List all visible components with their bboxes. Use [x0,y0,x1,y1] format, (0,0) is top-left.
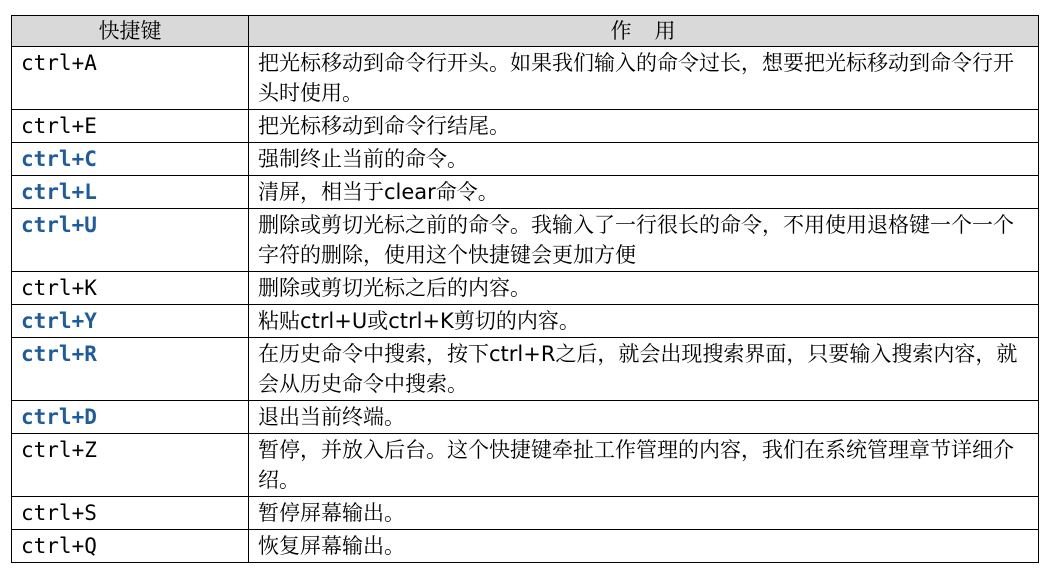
shortcut-desc: 粘贴ctrl+U或ctrl+K剪切的内容。 [249,305,1039,338]
shortcut-desc: 删除或剪切光标之前的命令。我输入了一行很长的命令，不用使用退格键一个一个字符的删除，使用这个快捷键会更加方便 [249,209,1039,272]
shortcut-desc: 清屏，相当于clear命令。 [249,176,1039,209]
header-key: 快捷键 [12,16,249,47]
table-row [12,176,1039,209]
shortcut-key: ctrl+U [12,209,249,272]
shortcut-key: ctrl+C [12,143,249,176]
table-row [12,401,1039,434]
table-row [12,305,1039,338]
shortcut-desc: 恢复屏幕输出。 [249,530,1039,563]
table-row [12,209,1039,272]
table-row [12,434,1039,497]
shortcut-desc: 在历史命令中搜索，按下ctrl+R之后，就会出现搜索界面，只要输入搜索内容，就会从历史命令中搜索。 [249,338,1039,401]
table-row [12,497,1039,530]
table-row [12,143,1039,176]
shortcut-key: ctrl+Z [12,434,249,497]
shortcut-key: ctrl+A [12,47,249,110]
shortcut-desc: 暂停屏幕输出。 [249,497,1039,530]
table-row [12,530,1039,563]
shortcut-key: ctrl+E [12,110,249,143]
shortcut-key: ctrl+Y [12,305,249,338]
shortcut-table [11,15,1039,563]
shortcut-desc: 把光标移动到命令行开头。如果我们输入的命令过长，想要把光标移动到命令行开头时使用。 [249,47,1039,110]
shortcut-key: ctrl+R [12,338,249,401]
table-header-row [12,16,1039,47]
shortcut-desc: 强制终止当前的命令。 [249,143,1039,176]
shortcut-key: ctrl+D [12,401,249,434]
shortcut-key: ctrl+K [12,272,249,305]
shortcut-desc: 把光标移动到命令行结尾。 [249,110,1039,143]
shortcut-desc: 删除或剪切光标之后的内容。 [249,272,1039,305]
shortcut-desc: 退出当前终端。 [249,401,1039,434]
header-desc: 作 用 [249,16,1039,47]
table-row [12,272,1039,305]
shortcut-key: ctrl+L [12,176,249,209]
table-row [12,110,1039,143]
shortcut-key: ctrl+Q [12,530,249,563]
shortcut-desc: 暂停，并放入后台。这个快捷键牵扯工作管理的内容，我们在系统管理章节详细介绍。 [249,434,1039,497]
table-row [12,47,1039,110]
shortcut-key: ctrl+S [12,497,249,530]
table-row [12,338,1039,401]
